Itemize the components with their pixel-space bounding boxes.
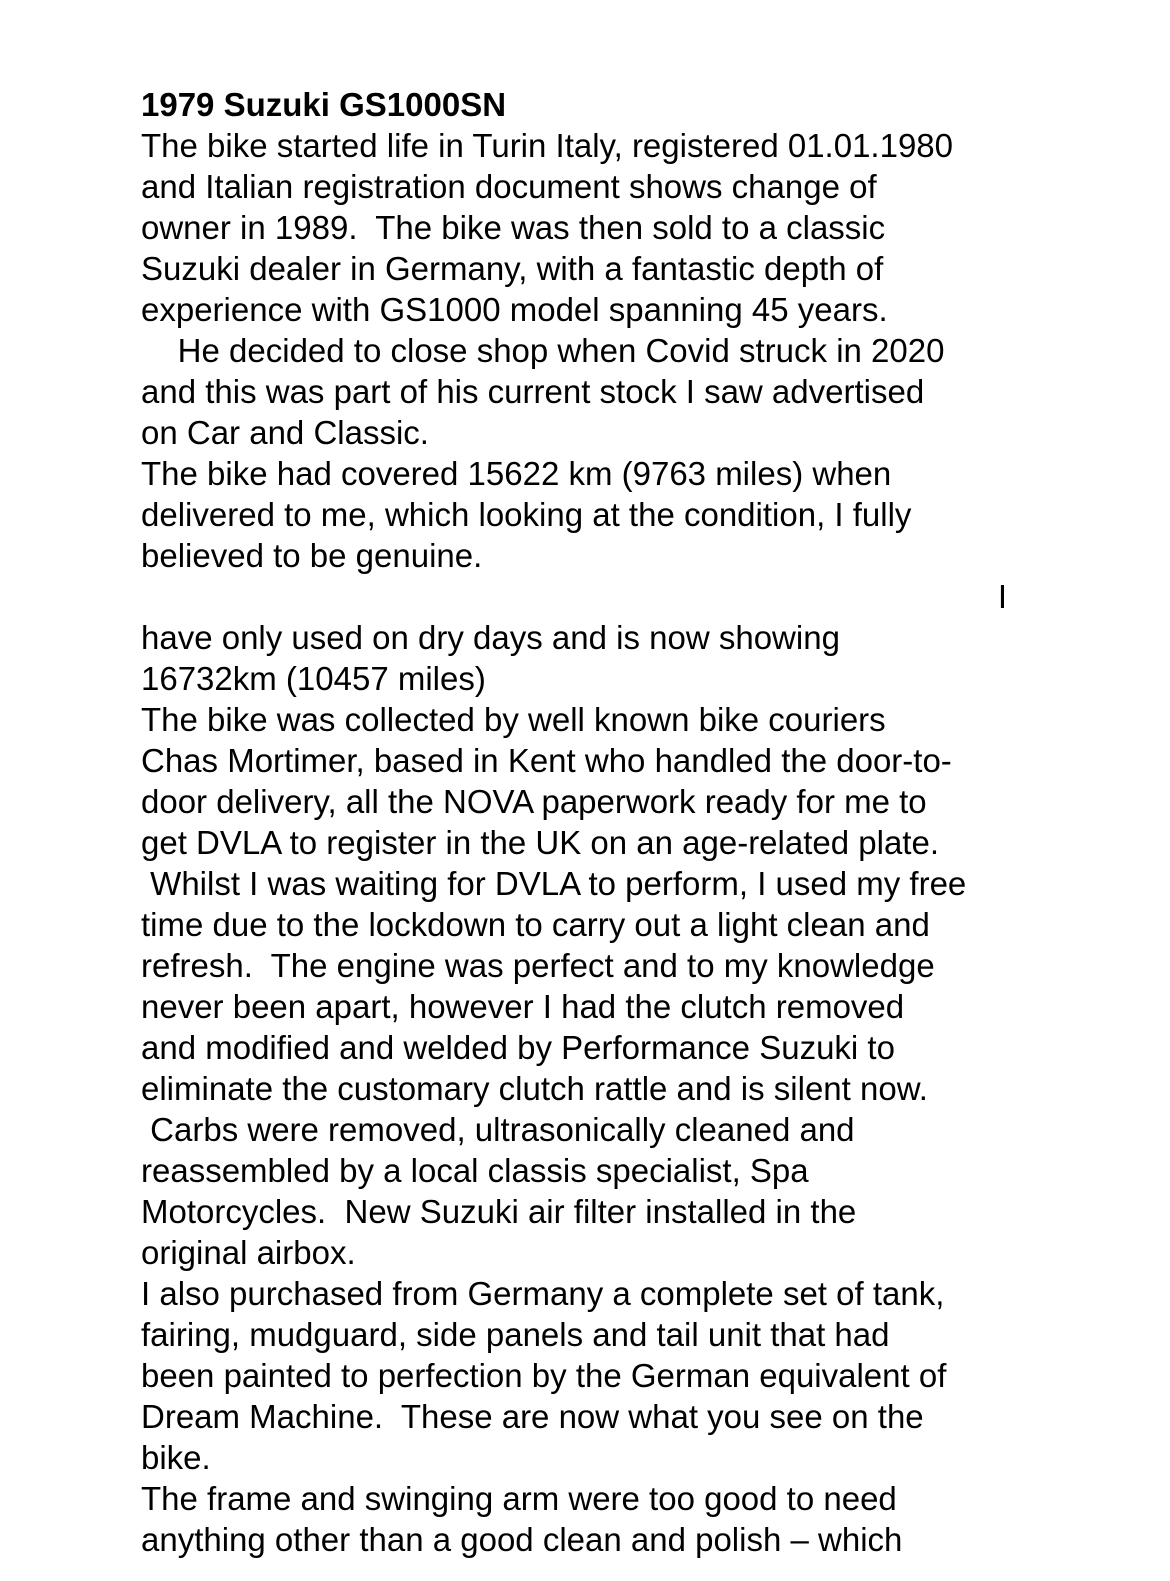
text-line: Motorcycles. New Suzuki air filter installed in the [141,1193,857,1230]
document-body [141,84,1041,1560]
text-line: delivered to me, which looking at the condition, I fully [141,496,912,533]
document-title: 1979 Suzuki GS1000SN [141,86,507,123]
text-line: have only used on dry days and is now showing [141,619,840,656]
text-line: never been apart, however I had the clutch removed [141,988,905,1025]
text-line: owner in 1989. The bike was then sold to a classic [141,209,886,246]
text-line: He decided to close shop when Covid struck in 2020 [141,332,945,369]
text-line: 16732km (10457 miles) [141,660,486,697]
text-line: Chas Mortimer, based in Kent who handled the door-to- [141,742,952,779]
text-line: The frame and swinging arm were too good to need [141,1480,897,1517]
text-line: eliminate the customary clutch rattle and is silent now. [141,1070,928,1107]
text-line: believed to be genuine. [141,537,483,574]
text-line: been painted to perfection by the German equivalent of [141,1357,947,1394]
text-line: Dream Machine. These are now what you see on the [141,1398,924,1435]
text-line: The bike started life in Turin Italy, registered 01.01.1980 [141,127,954,164]
text-line: Whilst I was waiting for DVLA to perform, I used my free [141,865,967,902]
text-line: I [997,578,1007,615]
text-line: anything other than a good clean and polish – which [141,1521,903,1558]
text-line: and this was part of his current stock I saw advertised [141,373,925,410]
text-line: bike. [141,1439,211,1476]
text-line: experience with GS1000 model spanning 45 years. [141,291,888,328]
text-line: and Italian registration document shows change of [141,168,877,205]
text-line: I also purchased from Germany a complete set of tank, [141,1275,945,1312]
text-line: and modified and welded by Performance Suzuki to [141,1029,895,1066]
text-line: time due to the lockdown to carry out a light clean and [141,906,930,943]
text-line: original airbox. [141,1234,356,1271]
text-line: refresh. The engine was perfect and to my knowledge [141,947,935,984]
text-line: on Car and Classic. [141,414,429,451]
text-line: The bike was collected by well known bike couriers [141,701,886,738]
text-line: The bike had covered 15622 km (9763 miles) when [141,455,892,492]
text-line: Carbs were removed, ultrasonically cleaned and [141,1111,855,1148]
text-line: fairing, mudguard, side panels and tail unit that had [141,1316,890,1353]
text-line: get DVLA to register in the UK on an age-related plate. [141,824,939,861]
text-line: door delivery, all the NOVA paperwork ready for me to [141,783,927,820]
text-line: reassembled by a local classis specialist, Spa [141,1152,809,1189]
text-line: Suzuki dealer in Germany, with a fantastic depth of [141,250,884,287]
